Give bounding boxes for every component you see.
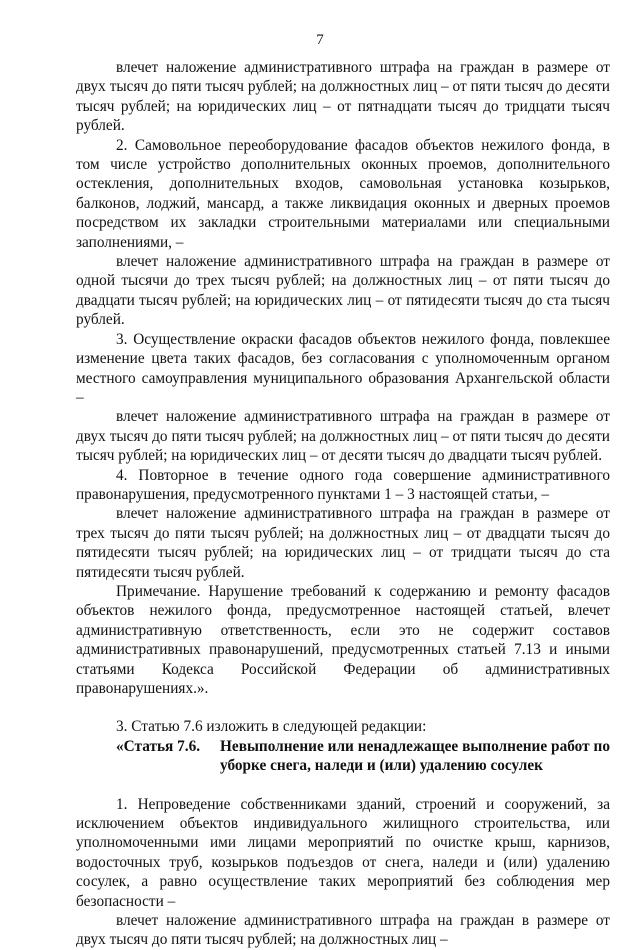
paragraph: 1. Непроведение собственниками зданий, строений и сооружений, за исключением объектов индивидуального жилищного строительства, или уполномоченными ими лицами мероприятий по очистке крыш, карнизов, водосточных труб, козырьков подъездов от снега, наледи и (или) удалению сосулек, а равно осуществление таких мероприятий без соблюдения мер безопасности – bbox=[76, 795, 610, 910]
amendment-paragraph: 3. Статью 7.6 изложить в следующей редакции: bbox=[116, 718, 427, 736]
paragraph: 3. Осуществление окраски фасадов объектов нежилого фонда, повлекшее изменение цвета таких фасадов, без согласования с уполномоченным органом местного самоуправления муниципального образования Архангельской области – bbox=[76, 330, 610, 406]
paragraph: влечет наложение административного штрафа на граждан в размере от двух тысяч до пяти тысяч рублей; на должностных лиц – от пяти тысяч до десяти тысяч рублей; на юридических лиц – от десяти тысяч до двадцати тысяч рублей. bbox=[76, 408, 610, 465]
paragraph: 2. Самовольное переоборудование фасадов объектов нежилого фонда, в том числе устройство дополнительных оконных проемов, дополнительного остекления, дополнительных входов, самовольная установка козырьков, балконов, лоджий, мансард, а также ликвидация оконных и дверных проемов посредством их закладки строительными материалами или специальными заполнениями, – bbox=[76, 136, 610, 251]
paragraph: влечет наложение административного штрафа на граждан в размере от двух тысяч до пяти тысяч рублей; на должностных лиц – от пяти тысяч до десяти тысяч рублей; на юридических лиц – от пятнадцати тысяч до тридцати тысяч рублей. bbox=[76, 59, 610, 135]
paragraph: влечет наложение административного штрафа на граждан в размере от двух тысяч до пяти тысяч рублей; на должностных лиц – bbox=[76, 912, 610, 949]
blank-line bbox=[76, 698, 610, 717]
note-paragraph: Примечание. Нарушение требований к содержанию и ремонту фасадов объектов нежилого фонда, предусмотренное настоящей статьей, влечет административную ответственность, если это не содержит составов административных правонарушений, предусмотренных статьей 7.13 и иными статьями Кодекса Российской Федерации об административных правонарушениях.». bbox=[76, 582, 610, 697]
blank-line bbox=[76, 776, 610, 795]
page-number: 7 bbox=[316, 32, 324, 48]
article-number: «Статья 7.6. bbox=[116, 737, 201, 755]
article-title: Невыполнение или ненадлежащее выполнение работ по уборке снега, наледи и (или) удалению сосулек bbox=[220, 737, 610, 775]
paragraph: 4. Повторное в течение одного года совершение административного правонарушения, предусмотренного пунктами 1 – 3 настоящей статьи, – bbox=[76, 466, 610, 503]
paragraph: влечет наложение административного штрафа на граждан в размере от одной тысячи до трех тысяч рублей; на должностных лиц – от пяти тысяч до двадцати тысяч рублей; на юридических лиц – от пятидесяти тысяч до ста тысяч рублей. bbox=[76, 253, 610, 329]
document-body bbox=[76, 58, 610, 950]
article-heading bbox=[76, 737, 610, 776]
paragraph: влечет наложение административного штрафа на граждан в размере от трех тысяч до пяти тысяч рублей; на должностных лиц – от двадцати тысяч до пятидесяти тысяч рублей; на юридических лиц – от тридцати тысяч до ста пятидесяти тысяч рублей. bbox=[76, 505, 610, 581]
